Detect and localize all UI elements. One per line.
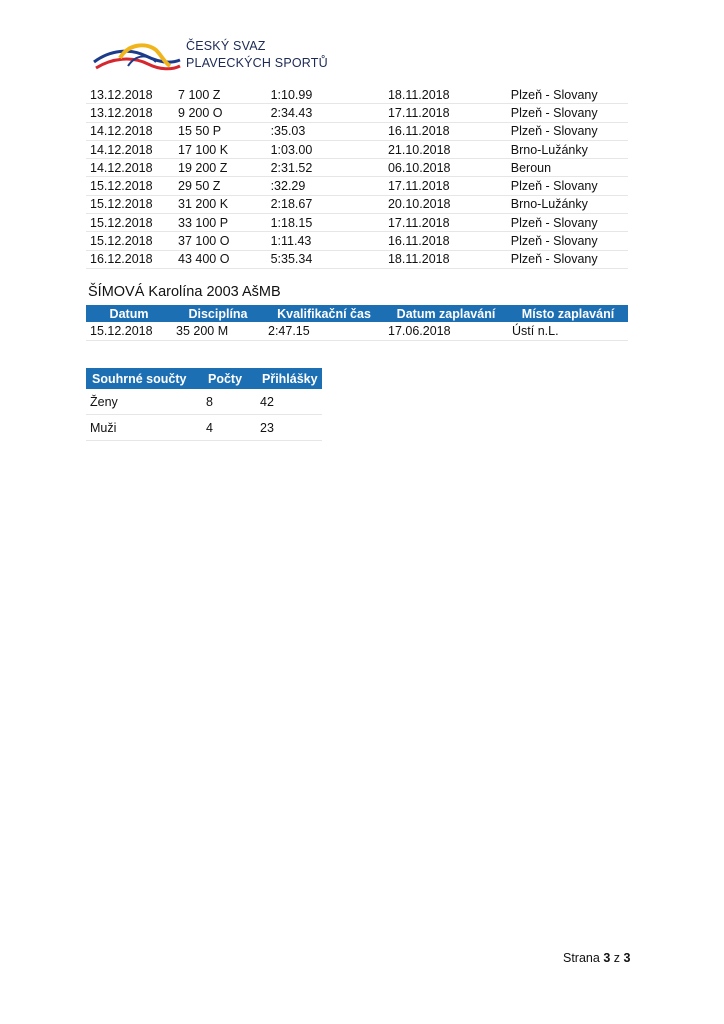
athlete-heading: ŠÍMOVÁ Karolína 2003 AšMB — [88, 284, 281, 300]
table-row — [86, 104, 628, 122]
page-separator: z — [613, 951, 621, 965]
date-cell: 15.12.2018 — [86, 177, 174, 195]
date-cell: 15.12.2018 — [86, 195, 174, 213]
summary-table — [86, 368, 322, 441]
date-cell: 16.12.2018 — [86, 250, 174, 268]
discipline-cell: 43 400 O — [174, 250, 267, 268]
org-name-line1: ČESKÝ SVAZ — [186, 39, 266, 53]
time-cell: 2:18.67 — [267, 195, 384, 213]
time-cell: 1:11.43 — [267, 232, 384, 250]
table-row — [86, 232, 628, 250]
table-row — [86, 177, 628, 195]
header-misto-zaplavani: Místo zaplavání — [508, 305, 628, 322]
discipline-cell: 15 50 P — [174, 122, 267, 140]
venue-cell: Beroun — [507, 159, 628, 177]
discipline-cell: 33 100 P — [174, 214, 267, 232]
discipline-cell: 37 100 O — [174, 232, 267, 250]
date-cell: 14.12.2018 — [86, 140, 174, 158]
swim-date-cell: 16.11.2018 — [384, 232, 507, 250]
table-row — [86, 86, 628, 104]
discipline-cell: 35 200 M — [172, 322, 264, 341]
table-row — [86, 415, 322, 441]
table-row — [86, 250, 628, 268]
venue-cell: Brno-Lužánky — [507, 195, 628, 213]
page-prefix: Strana — [563, 951, 600, 965]
table-header-row — [86, 368, 322, 389]
venue-cell: Plzeň - Slovany — [507, 104, 628, 122]
header-souhrne-soucty: Souhrné součty — [86, 368, 202, 389]
time-cell: 5:35.34 — [267, 250, 384, 268]
discipline-cell: 19 200 Z — [174, 159, 267, 177]
venue-cell: Plzeň - Slovany — [507, 250, 628, 268]
date-cell: 14.12.2018 — [86, 159, 174, 177]
count-cell: 8 — [202, 389, 256, 415]
results-table-previous — [86, 86, 628, 269]
table-row — [86, 214, 628, 232]
swim-date-cell: 17.06.2018 — [384, 322, 508, 341]
venue-cell: Brno-Lužánky — [507, 140, 628, 158]
table-row — [86, 159, 628, 177]
swim-date-cell: 18.11.2018 — [384, 86, 507, 104]
category-cell: Muži — [86, 415, 202, 441]
time-cell: 2:47.15 — [264, 322, 384, 341]
venue-cell: Plzeň - Slovany — [507, 214, 628, 232]
table-row — [86, 195, 628, 213]
table-row — [86, 140, 628, 158]
header-prihlasky: Přihlášky — [256, 368, 322, 389]
time-cell: 1:10.99 — [267, 86, 384, 104]
time-cell: :32.29 — [267, 177, 384, 195]
venue-cell: Plzeň - Slovany — [507, 122, 628, 140]
org-logo — [90, 36, 330, 80]
swim-date-cell: 17.11.2018 — [384, 177, 507, 195]
venue-cell: Ústí n.L. — [508, 322, 628, 341]
date-cell: 13.12.2018 — [86, 86, 174, 104]
header-kvalifikacni-cas: Kvalifikační čas — [264, 305, 384, 322]
time-cell: :35.03 — [267, 122, 384, 140]
table-row — [86, 122, 628, 140]
discipline-cell: 17 100 K — [174, 140, 267, 158]
swim-date-cell: 20.10.2018 — [384, 195, 507, 213]
table-row — [86, 389, 322, 415]
discipline-cell: 31 200 K — [174, 195, 267, 213]
page-footer — [563, 951, 630, 965]
swim-date-cell: 21.10.2018 — [384, 140, 507, 158]
table-header-row — [86, 305, 628, 322]
discipline-cell: 29 50 Z — [174, 177, 267, 195]
count-cell: 4 — [202, 415, 256, 441]
org-name — [186, 38, 328, 72]
swim-date-cell: 16.11.2018 — [384, 122, 507, 140]
discipline-cell: 9 200 O — [174, 104, 267, 122]
venue-cell: Plzeň - Slovany — [507, 86, 628, 104]
page-number: 3 — [603, 951, 611, 965]
athlete-results-table — [86, 305, 628, 341]
page-total: 3 — [623, 951, 631, 965]
table-row — [86, 322, 628, 341]
header-pocty: Počty — [202, 368, 256, 389]
date-cell: 15.12.2018 — [86, 232, 174, 250]
time-cell: 1:18.15 — [267, 214, 384, 232]
venue-cell: Plzeň - Slovany — [507, 177, 628, 195]
swim-date-cell: 06.10.2018 — [384, 159, 507, 177]
entries-cell: 23 — [256, 415, 322, 441]
header-disciplina: Disciplína — [172, 305, 264, 322]
date-cell: 13.12.2018 — [86, 104, 174, 122]
swim-date-cell: 17.11.2018 — [384, 104, 507, 122]
org-name-line2: PLAVECKÝCH SPORTŮ — [186, 56, 328, 70]
date-cell: 15.12.2018 — [86, 214, 174, 232]
entries-cell: 42 — [256, 389, 322, 415]
swimming-union-logo-icon — [90, 40, 182, 78]
header-datum: Datum — [86, 305, 172, 322]
header-datum-zaplavani: Datum zaplavání — [384, 305, 508, 322]
time-cell: 2:34.43 — [267, 104, 384, 122]
date-cell: 14.12.2018 — [86, 122, 174, 140]
swim-date-cell: 18.11.2018 — [384, 250, 507, 268]
venue-cell: Plzeň - Slovany — [507, 232, 628, 250]
date-cell: 15.12.2018 — [86, 322, 172, 341]
category-cell: Ženy — [86, 389, 202, 415]
time-cell: 1:03.00 — [267, 140, 384, 158]
swim-date-cell: 17.11.2018 — [384, 214, 507, 232]
discipline-cell: 7 100 Z — [174, 86, 267, 104]
time-cell: 2:31.52 — [267, 159, 384, 177]
